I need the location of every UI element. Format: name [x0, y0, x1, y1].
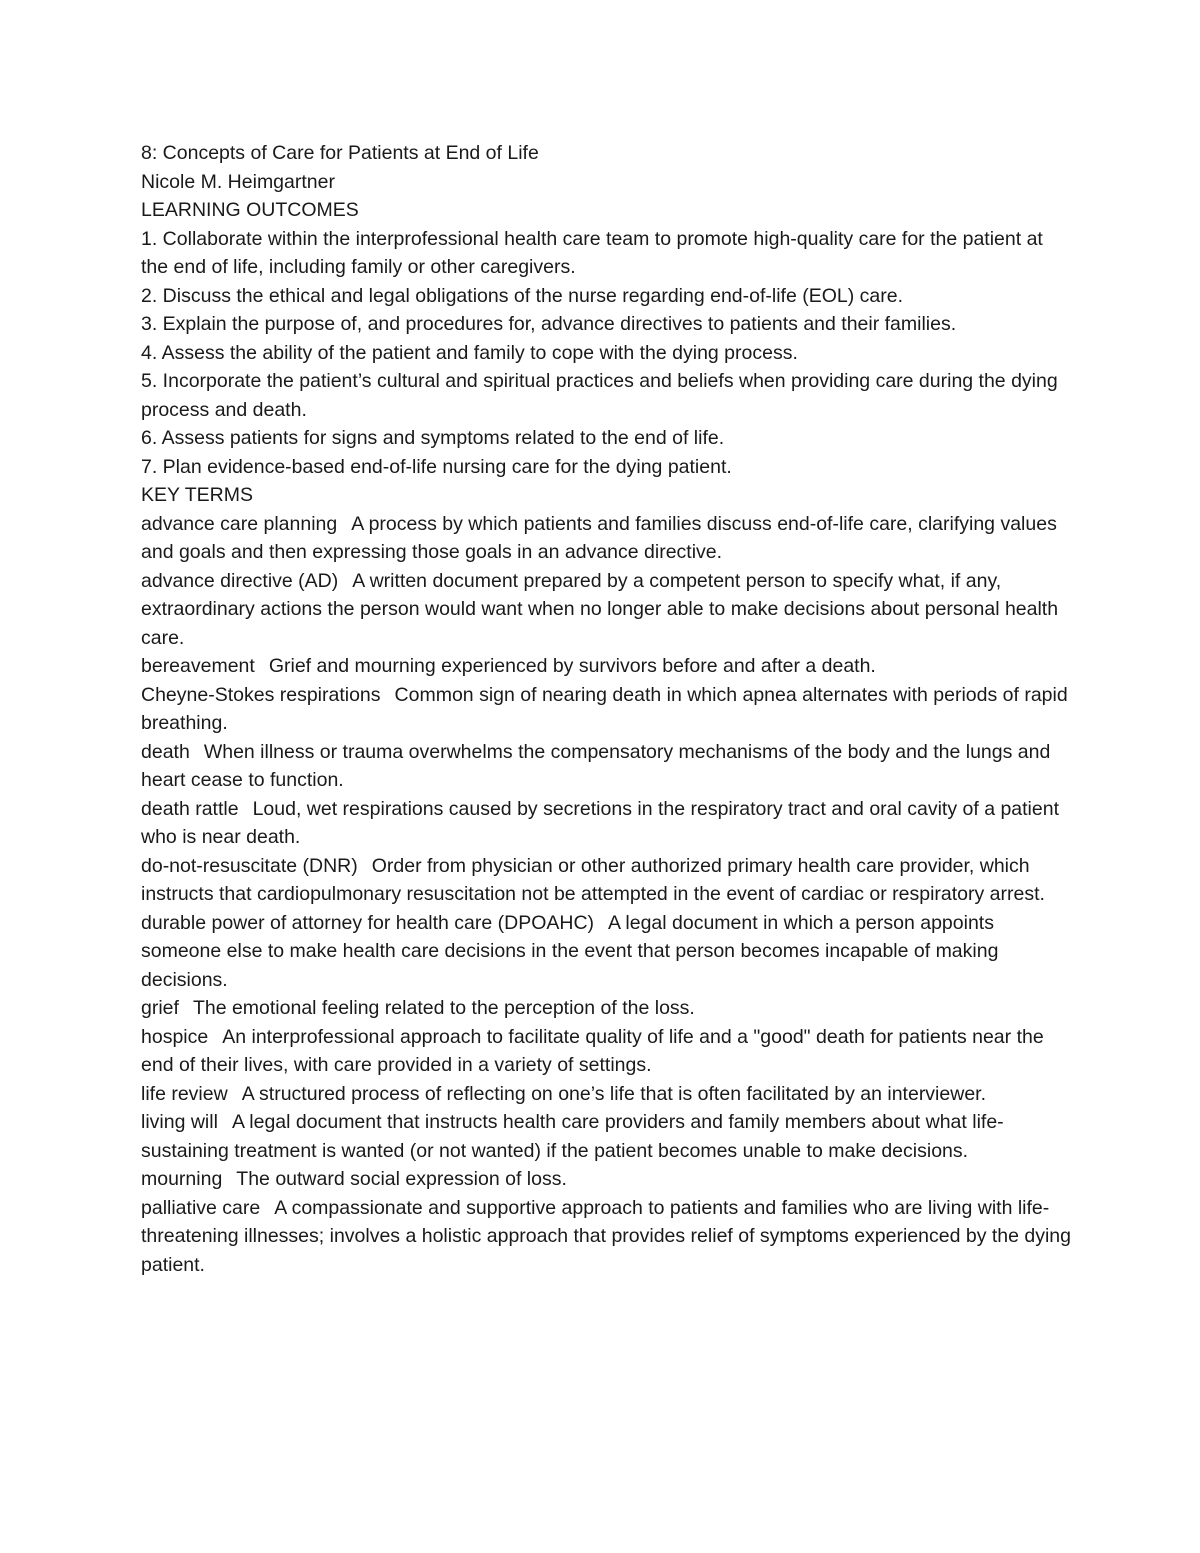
- term-name: death: [141, 740, 190, 763]
- term-definition: The emotional feeling related to the perception of the loss.: [192, 997, 695, 1019]
- key-term-entry: [141, 1194, 1071, 1280]
- key-term-entry: [141, 1023, 1071, 1080]
- outcome-item: 6. Assess patients for signs and symptoms related to the end of life.: [141, 427, 725, 449]
- key-term-entry: [141, 652, 1071, 681]
- term-name: do-not-resuscitate (DNR): [141, 854, 358, 877]
- term-name: death rattle: [141, 797, 239, 820]
- outcome-item: 7. Plan evidence-based end-of-life nursing care for the dying patient.: [141, 455, 732, 478]
- key-term-entry: [141, 852, 1071, 909]
- term-definition: Common sign of nearing death in which apnea alternates with periods of rapid breathing.: [141, 683, 1068, 734]
- key-term-entry: [141, 1080, 1071, 1109]
- term-definition: A compassionate and supportive approach to patients and families who are living with life-threatening illnesses; involves a holistic approach that provides relief of symptoms experienced by the dying patient.: [141, 1196, 1072, 1276]
- key-terms-heading: KEY TERMS: [141, 484, 253, 506]
- term-definition: A process by which patients and families discuss end-of-life care, clarifying values and goals and then expressing those goals in an advance directive.: [141, 512, 1057, 563]
- key-term-entry: [141, 567, 1071, 653]
- key-term-entry: [141, 994, 1071, 1023]
- key-term-entry: [141, 510, 1071, 567]
- outcome-item: 2. Discuss the ethical and legal obligations of the nurse regarding end-of-life (EOL) care.: [141, 284, 904, 307]
- term-name: palliative care: [141, 1196, 261, 1219]
- author-name: Nicole M. Heimgartner: [141, 170, 335, 193]
- key-term-entry: [141, 738, 1071, 795]
- chapter-title: 8: Concepts of Care for Patients at End of Life: [141, 142, 539, 164]
- term-definition: A structured process of reflecting on one’s life that is often facilitated by an interviewer.: [241, 1082, 986, 1105]
- term-name: living will: [141, 1111, 218, 1133]
- key-term-entry: [141, 1108, 1071, 1165]
- key-term-entry: [141, 1165, 1071, 1194]
- key-term-entry: [141, 795, 1071, 852]
- term-name: mourning: [141, 1168, 223, 1190]
- term-definition: Order from physician or other authorized primary health care provider, which instructs that cardiopulmonary resuscitation not be attempted in the event of cardiac or respiratory arrest.: [141, 854, 1045, 905]
- term-name: hospice: [141, 1025, 209, 1048]
- term-definition: A legal document in which a person appoints someone else to make health care decisions in the event that person becomes incapable of making decisions.: [141, 911, 999, 991]
- key-term-entry: [141, 909, 1071, 995]
- outcome-item: 4. Assess the ability of the patient and family to cope with the dying process.: [141, 341, 798, 364]
- term-definition: Grief and mourning experienced by survivors before and after a death.: [268, 655, 876, 677]
- term-definition: A written document prepared by a competent person to specify what, if any, extraordinary actions the person would want when no longer able to make decisions about personal health care.: [141, 569, 1059, 649]
- term-definition: Loud, wet respirations caused by secretions in the respiratory tract and oral cavity of a patient who is near death.: [141, 797, 1060, 848]
- key-term-entry: [141, 681, 1071, 738]
- term-name: life review: [141, 1082, 228, 1105]
- term-name: advance directive (AD): [141, 569, 339, 592]
- term-definition: An interprofessional approach to facilitate quality of life and a "good" death for patients near the end of their lives, with care provided in a variety of settings.: [141, 1025, 1044, 1076]
- term-name: Cheyne-Stokes respirations: [141, 683, 381, 706]
- term-name: durable power of attorney for health care (DPOAHC): [141, 911, 595, 934]
- term-definition: The outward social expression of loss.: [236, 1168, 567, 1190]
- term-name: advance care planning: [141, 512, 338, 535]
- outcome-item: 5. Incorporate the patient’s cultural and spiritual practices and beliefs when providing care during the dying process and death.: [141, 370, 1058, 421]
- term-name: bereavement: [141, 655, 255, 677]
- term-name: grief: [141, 997, 179, 1019]
- outcome-item: 3. Explain the purpose of, and procedures for, advance directives to patients and their families.: [141, 313, 957, 335]
- document-page: [141, 139, 1071, 1279]
- outcome-item: 1. Collaborate within the interprofessional health care team to promote high-quality care for the patient at the end of life, including family or other caregivers.: [141, 227, 1043, 278]
- outcomes-heading: LEARNING OUTCOMES: [141, 199, 359, 221]
- term-definition: When illness or trauma overwhelms the compensatory mechanisms of the body and the lungs and heart cease to function.: [141, 740, 1051, 791]
- term-definition: A legal document that instructs health care providers and family members about what life-sustaining treatment is wanted (or not wanted) if the patient becomes unable to make decisions.: [141, 1111, 1004, 1162]
